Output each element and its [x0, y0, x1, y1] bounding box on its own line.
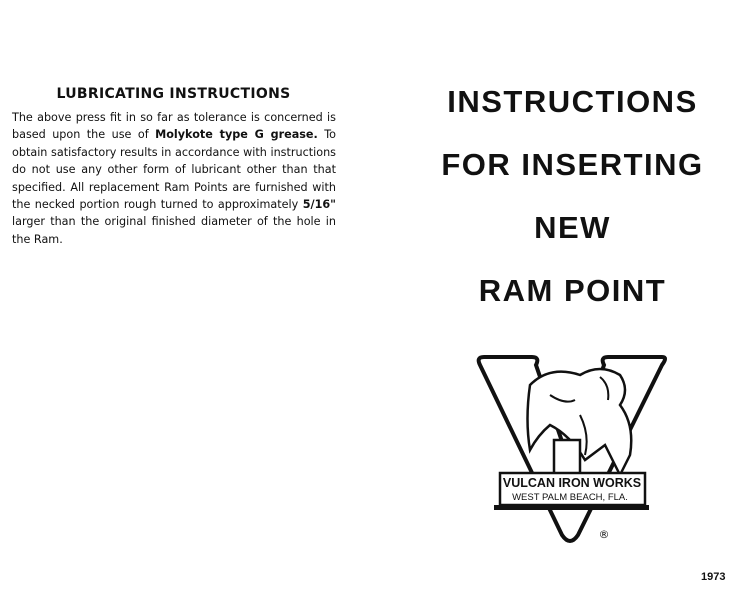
title-line-4: RAM POINT: [478, 273, 667, 308]
registered-mark: ®: [598, 528, 610, 541]
text: To obtain satisfactory results in accordance with instructions do not use any other form of lubricant other than that specified. All replacement Ram Points are furnished with the necked portion rough turned to approximately: [12, 128, 336, 212]
text: The above press fit in so far as tolerance is concerned is based upon the use of: [12, 111, 336, 142]
title-line-2: FOR INSERTING: [441, 147, 704, 182]
vulcan-logo: [470, 345, 670, 550]
title-line-3: NEW: [534, 210, 611, 245]
lubricating-paragraph: [12, 109, 336, 248]
oversize-dimension: 5/16": [302, 198, 336, 212]
logo-company-name: VULCAN IRON WORKS: [502, 476, 642, 490]
logo-location: WEST PALM BEACH, FLA.: [512, 492, 628, 503]
grease-name: Molykote type G grease.: [155, 128, 318, 142]
title-line-1: INSTRUCTIONS: [447, 84, 698, 119]
year: 1973: [701, 571, 726, 583]
text: larger than the original finished diameter of the hole in the Ram.: [12, 215, 336, 246]
lubricating-heading: LUBRICATING INSTRUCTIONS: [56, 86, 291, 102]
